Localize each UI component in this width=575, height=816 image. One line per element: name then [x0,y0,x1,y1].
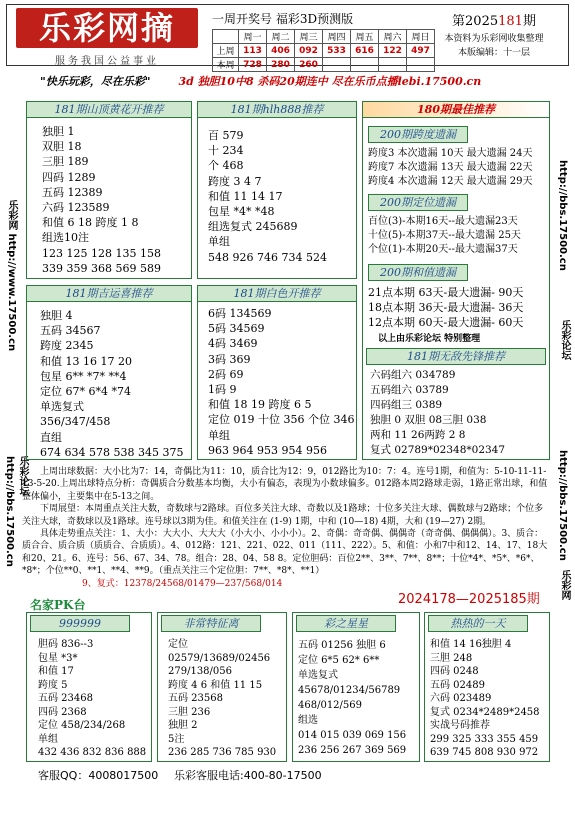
line-item: 包星 6** *7* **4 [40,369,127,383]
side-right-text1[interactable]: http://bbs.17500.cn [557,160,568,271]
line-item: 独胆 0 双胆 08三胆 038 [370,414,487,426]
line-item: 三胆 248 [430,652,473,664]
line-item: 279/138/056 [168,666,232,677]
week-day-header: 周日 [407,30,435,44]
line-item: 548 926 746 734 524 [208,250,327,264]
line-item: 339 359 368 569 589 [42,261,161,275]
line-item: 跨度4 本次遗漏 12天 最大遗漏 29天 [368,176,533,187]
line-item: 五码 23568 [168,693,223,704]
line-item: 和值 13 16 17 20 [40,354,132,368]
side-right-4 [557,570,572,630]
line-item: 双胆 18 [42,140,82,154]
line-item: 跨度 3 4 7 [208,174,262,188]
r2-body [368,215,521,257]
line-item: 定位 019 十位 356 个位 346 [208,413,355,427]
week-draw-cell: 728 [239,58,267,72]
line-item: 432 436 832 836 888 [38,747,147,758]
analysis-notes [22,466,550,590]
line-item: 包星 *4* *48 [208,205,275,219]
promo-right[interactable]: 3d 独胆10中8 杀码20期连中 尽在乐币点播lebi.17500.cn [178,75,482,88]
side-left-text1: 乐彩网 [6,200,17,230]
r3-foot: 以上由乐彩论坛 特别整理 [378,334,481,344]
line-item: 组选复式 245689 [208,220,298,234]
line-item: 单组 [208,428,230,442]
panel-right-title: 180期最佳推荐 [362,101,550,118]
side-right-text3[interactable]: http://bbs.17500.cn [557,450,568,561]
line-item: 5注 [168,733,185,745]
line-item: 2码 69 [208,367,244,381]
line-item: 定位 6*5 62* 6** [298,655,380,666]
line-item: 236 285 736 785 930 [168,747,277,758]
week-draw-cell: 616 [351,44,379,58]
panel-rere-body [430,638,540,760]
panel-feichang-title: 非常特征离 [161,615,261,632]
slogan: 服务我国公益事业 [55,56,159,67]
line-item: 组选10注 [42,231,89,245]
line-item: 单选复式 [40,400,84,414]
issue-sub [418,32,570,60]
r3-body [368,285,523,330]
week-day-header: 周四 [323,30,351,44]
line-item: 复式 0234*2489*2458 [430,706,540,718]
line-item: 和值 14 16独胆 4 [430,639,512,650]
panel-baise-title: 181期白色开推荐 [197,285,357,302]
week-draw-cell [323,58,351,72]
line-item: 跨度3 本次遗漏 10天 最大遗漏 24天 [368,148,533,159]
side-right-2 [557,320,572,370]
panel-caizhixing-title: 彩之星星 [296,615,396,632]
week-draw-cell [379,58,407,72]
footer-qq: 客服QQ：4008017500 [38,769,159,782]
issue-sub1: 本资料为乐彩网收集整理 [444,34,544,44]
week-day-header: 周三 [295,30,323,44]
issue-sub2: 本版编辑：十一层 [457,48,530,58]
issue-number [420,10,568,29]
panel-jiyun-title: 181期吉运喜推荐 [26,285,192,302]
line-item: 定位 [168,639,188,650]
line-item: 4码 3469 [208,337,258,351]
footer-tel: 乐彩客服电话:400-80-17500 [174,769,322,782]
promo-bar [40,73,540,89]
line-item: 组选 [298,715,318,726]
note-paragraph: 下周展望：本周重点关注大数，奇数球与2路球。百位多关注大球、奇数以及1路球；十位多关注大球、偶数球与2路球；个位多关注大球，奇数球以及1路球。连号球以3期为佳。和值关注在 (1-9) 1期，中和 (10—18) 4期，大和 (19—27) 2期。 [22,504,544,527]
line-item: 12点本期 60天-最大遗漏- 60天 [368,316,524,329]
line-item: 胆码 836--3 [38,639,94,650]
panel-rere-title: 热热的一天 [428,615,528,632]
r4-title: 181期无敌先锋推荐 [366,348,546,365]
line-item: 356/347/458 [40,415,111,429]
panel-baise-body [208,306,354,458]
line-item: 十位(5)-本期37天--最大遗漏 25天 [368,230,521,241]
line-item: 45678/01234/56789 [298,685,401,696]
panel-caizhixing-body [298,638,406,758]
panel-feichang-body [168,638,276,760]
logo: 乐彩网摘 [16,8,198,48]
line-item: 跨度 4 6 和值 11 15 [168,679,263,691]
line-item: 3码 369 [208,352,251,366]
line-item: 单选复式 [298,670,338,681]
r3-title: 200期和值遗漏 [368,264,468,281]
line-item: 复式 02789*02348*02347 [370,444,506,456]
week-draw-cell: 113 [239,44,267,58]
week-draw-cell: 497 [407,44,435,58]
line-item: 236 256 267 369 569 [298,745,407,756]
line-item: 和值 11 14 17 [208,189,283,203]
line-item: 468/012/569 [298,700,362,711]
line-item: 个 468 [208,159,244,173]
panel-hlh888-body [208,128,327,265]
line-item: 123 125 128 135 158 [42,246,161,260]
r1-body [368,147,533,189]
week-day-header: 周六 [379,30,407,44]
line-item: 六码 023489 [430,693,492,704]
line-item: 和值 18 19 跨度 6 5 [208,398,312,412]
line-item: 五码 34567 [40,324,101,338]
line-item: 四码 0248 [430,666,479,677]
line-item: 六码组六 034789 [370,369,456,381]
issue-range: 2024178—2025185期 [398,592,540,607]
r2-title: 200期定位遗漏 [368,194,468,211]
side-left-text2[interactable]: http://www.17500.cn [6,233,17,352]
tagline: 名家PK台 [30,598,86,612]
panel-999999-body [38,638,146,760]
line-item: 直组 [40,430,62,444]
week-day-header: 周五 [351,30,379,44]
weekly-draw-table [212,29,435,72]
line-item: 五码 02489 [430,679,485,691]
line-item: 三胆 236 [168,706,211,718]
line-item: 六码 123589 [42,201,110,215]
side-left-text4[interactable]: http://bbs.17500.cn [4,456,15,567]
note-paragraph: 具体走势重点关注：1、大小：大大小、大大大（小大小、小小小）。2、奇偶：奇奇偶、偶偶奇（奇奇偶、偶偶偶）。3、质合：质合合、质合质（质质合、合质质）。4、012路：121、221、022、011（111、222）。5、和值：小和7中和12、14、17、18大和20、21。6、连号：56、67、34、78。组合：28、04、58 8。定位胆码：百位2**、3**、7**、8**；十位*4*、*5*、*6*、*8*；个位**0、**1、**4、**9。（重点关注三个定位胆：7**、*8*、**1） [22,529,548,577]
panel-jiyun-body [40,308,183,460]
line-item: 十 234 [208,144,244,158]
line-item: 跨度 2345 [40,339,94,353]
side-left-1 [4,200,19,380]
line-item: 定位 67* 6*4 *74 [40,385,131,399]
line-item: 两和 11 26两跨 2 8 [370,429,466,441]
week-draw-cell: 533 [323,44,351,58]
line-item: 1码 9 [208,383,237,397]
note-paragraph: 上周出球数据：大小比为7：14，奇偶比为11：10，质合比为12：9，012路比为10：7：4。连号1期，和值为：5-10-11-11-13-5-20.上周出球特点分析：奇偶质合分数基本均衡，大小有偏态，表现为小数球偏多。012路本周2路球走弱，1路正常出球，和值整体偏小，主要集中在5-13之间。 [22,467,548,502]
line-item: 五码 12389 [42,185,103,199]
footer [6,762,569,784]
line-item: 百 579 [208,129,244,142]
week-draw-cell: 260 [295,58,323,72]
issue-prefix: 第2025 [452,14,499,29]
week-draw-cell: 122 [379,44,407,58]
week-draw-cell [351,58,379,72]
week-day-header: 周一 [239,30,267,44]
line-item: 跨度 5 [38,679,68,691]
promo-left: "快乐玩彩，尽在乐彩" [40,75,151,88]
line-item: 963 964 953 954 956 [208,443,327,457]
r1-title: 200期跨度遗漏 [368,126,468,143]
line-item: 定位 458/234/268 [38,720,126,731]
line-item: 百位(3)-本期16天--最大遗漏23天 [368,216,518,227]
line-item: 和值 6 18 跨度 1 8 [42,216,139,230]
line-item: 和值 17 [38,666,74,677]
line-item: 四码 1289 [42,170,96,184]
side-right-text4: 乐彩网 [559,570,570,600]
panel-999999-title: 999999 [30,615,130,632]
line-item: 6码 134569 [208,307,272,320]
line-item: 299 325 333 355 459 [430,733,539,745]
line-item: 单组 [208,235,230,249]
line-item: 18点本期 36天-最大遗漏- 36天 [368,301,524,314]
line-item: 5码 34569 [208,322,265,336]
r4-body [370,368,505,458]
line-item: 21点本期 63天-最大遗漏- 90天 [368,286,524,299]
line-item: 02579/13689/02456 [168,652,271,664]
side-right-text2: 乐彩论坛 [559,320,570,360]
line-item: 五码 23468 [38,693,93,704]
line-item: 三胆 189 [42,155,89,169]
line-item: 独胆 2 [168,720,198,731]
line-item: 四码 2368 [38,706,87,718]
line-item: 单组 [38,733,58,745]
side-right-1 [557,160,568,310]
line-item: 639 745 808 930 972 [430,747,539,758]
week-draw-cell: 092 [295,44,323,58]
panel-shanding-title: 181期山顶黄花开推荐 [26,101,192,118]
line-item: 包星 *3* [38,652,78,664]
line-item: 个位(1)-本期20天--最大遗漏37天 [368,244,518,255]
line-item: 实战号码推荐 [430,720,490,731]
line-item: 跨度7 本次遗漏 13天 最大遗漏 22天 [368,162,533,173]
side-left-text3: 乐彩论坛 [17,456,28,496]
line-item: 五码组六 03789 [370,384,449,396]
line-item: 014 015 039 069 156 [298,730,407,741]
week-day-header: 周二 [267,30,295,44]
panel-shanding-body [42,124,161,276]
note-paragraph: 9、复式：12378/24568/01479—237/568/014 [82,578,283,589]
week-draw-cell: 406 [267,44,295,58]
issue-num: 181 [498,14,523,29]
line-item: 674 634 578 538 345 375 [40,445,184,459]
header-title: 一周开奖号 福彩3D预测版 [212,12,354,26]
line-item: 独胆 4 [40,309,73,322]
panel-hlh888-title: 181期hlh888推荐 [197,101,357,118]
line-item: 独胆 1 [42,125,75,138]
week-draw-cell: 280 [267,58,295,72]
issue-suffix: 期 [522,14,536,29]
week-row-label: 上周 [213,44,239,58]
line-item: 五码 01256 独胆 6 [298,640,386,651]
line-item: 四码组三 0389 [370,399,443,411]
week-row-label: 本周 [213,58,239,72]
